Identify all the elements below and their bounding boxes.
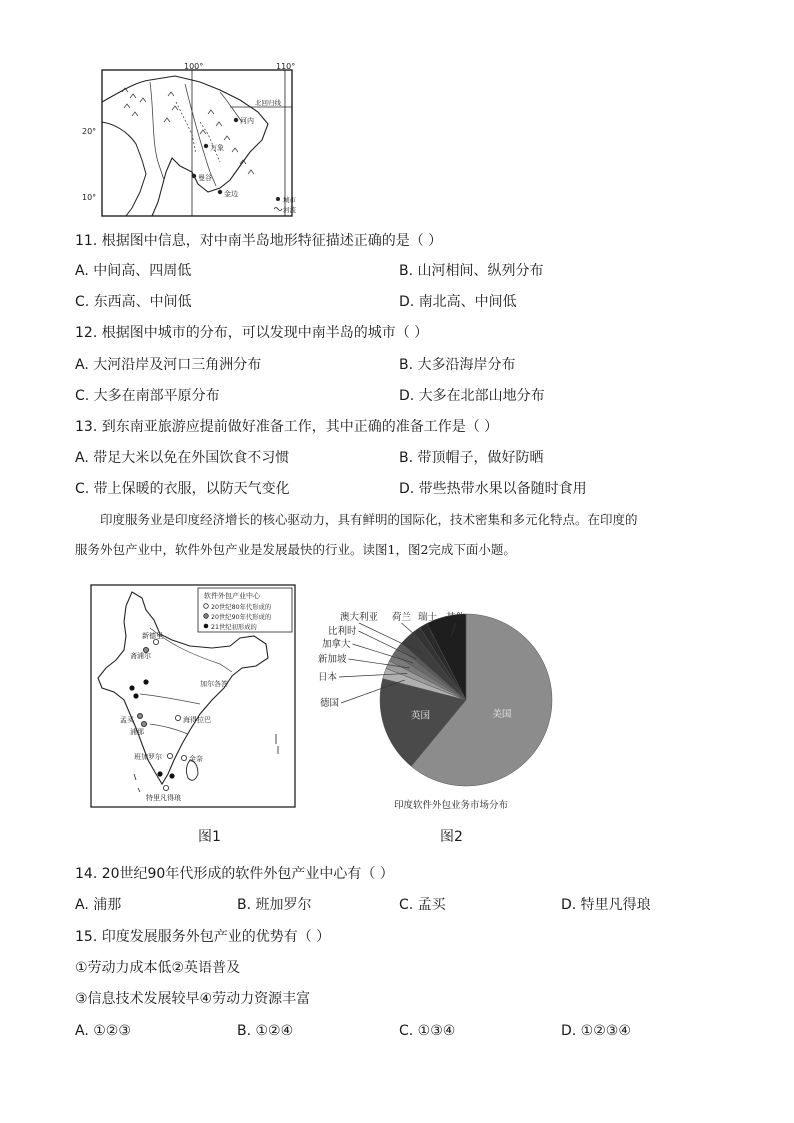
question-15-line-1: ①劳动力成本低②英语普及	[75, 960, 241, 976]
question-12-stem: 12. 根据图中城市的分布，可以发现中南半岛的城市（ ）	[75, 325, 429, 341]
question-11-option-d[interactable]: D. 南北高、中间低	[399, 294, 517, 310]
city-label-trivandrum: 特里凡得琅	[146, 794, 181, 802]
figure-1-caption: 图1	[198, 829, 221, 845]
question-11-option-a[interactable]: A. 中间高、四周低	[75, 263, 192, 279]
tropic-label: 北回归线	[255, 99, 281, 107]
question-14-option-d[interactable]: D. 特里凡得琅	[561, 897, 651, 913]
pie-label-outer-1: 德国	[320, 698, 340, 709]
india-software-map	[90, 584, 296, 810]
question-12-option-d[interactable]: D. 大多在北部山地分布	[399, 388, 545, 404]
pie-label-outer-6: 澳大利亚	[340, 612, 379, 623]
city-dot-chennai	[181, 755, 186, 760]
city-label-pune: 浦那	[130, 728, 144, 736]
city-dot-bangkok	[192, 174, 196, 178]
lon-label-110: 110°	[276, 62, 296, 71]
fig1-legend-item-21c: 21世纪初形成的	[211, 624, 257, 631]
city-dot-vientiane	[204, 144, 208, 148]
question-14-stem: 14. 20世纪90年代形成的软件外包产业中心有（ ）	[75, 866, 394, 882]
city-label-new-delhi: 新德里	[142, 632, 163, 640]
city-label-jaipur: 斋浦尔	[130, 652, 151, 660]
pie-label-outer-5: 比利时	[328, 626, 357, 637]
question-11-option-c[interactable]: C. 东西高、中间低	[75, 294, 192, 310]
city-dot-hyderabad	[175, 715, 180, 720]
question-14-option-b[interactable]: B. 班加罗尔	[237, 897, 312, 913]
city-dot-mumbai	[137, 713, 142, 718]
city-dot-phnompenh	[218, 190, 222, 194]
city-dot-hanoi	[234, 118, 238, 122]
question-15-line-2: ③信息技术发展较早④劳动力资源丰富	[75, 991, 311, 1007]
question-12-option-c[interactable]: C. 大多在南部平原分布	[75, 388, 220, 404]
pie-label-outer-7: 荷兰	[392, 612, 412, 623]
city-label-vientiane: 万象	[210, 144, 224, 152]
city-label-mumbai: 孟买	[120, 716, 134, 724]
map1-legend-river: 河流	[283, 206, 296, 214]
city-label-phnompenh: 金边	[224, 190, 238, 198]
city-label-chennai: 金奈	[189, 755, 203, 763]
fig1-legend-item-90s: 20世纪90年代形成的	[211, 614, 272, 621]
city-dot-trivandrum	[163, 785, 168, 790]
question-14-option-c[interactable]: C. 孟买	[399, 897, 446, 913]
pie-chart-title: 印度软件外包业务市场分布	[394, 800, 509, 811]
fig1-legend-title: 软件外包产业中心	[204, 592, 260, 600]
passage-line-1: 印度服务业是印度经济增长的核心驱动力，具有鲜明的国际化，技术密集和多元化特点。在印度的	[100, 512, 638, 527]
pie-label-outer-2: 日本	[318, 672, 338, 683]
market-pie-chart	[306, 600, 566, 815]
question-11-option-b[interactable]: B. 山河相间、纵列分布	[399, 263, 544, 279]
pie-label-outer-8: 瑞士	[418, 612, 438, 623]
city-label-bangkok: 曼谷	[198, 174, 212, 182]
city-label-hanoi: 河内	[240, 117, 254, 125]
question-15-option-a[interactable]: A. ①②③	[75, 1023, 131, 1039]
lon-label-100: 100°	[184, 62, 204, 71]
question-11-stem: 11. 根据图中信息，对中南半岛地形特征描述正确的是（ ）	[75, 233, 443, 249]
question-15-option-d[interactable]: D. ①②③④	[561, 1023, 631, 1039]
lat-label-10: 10°	[82, 193, 97, 202]
question-14-option-a[interactable]: A. 浦那	[75, 897, 122, 913]
pie-label-inner-2: 英国	[411, 710, 431, 722]
city-dot-bangalore	[167, 753, 172, 758]
city-dot-pune	[141, 721, 146, 726]
city-label-kolkata: 加尔各答	[200, 680, 228, 688]
question-12-option-b[interactable]: B. 大多沿海岸分布	[399, 357, 516, 373]
question-15-stem: 15. 印度发展服务外包产业的优势有（ ）	[75, 929, 331, 945]
question-15-option-c[interactable]: C. ①③④	[399, 1023, 456, 1039]
question-13-option-c[interactable]: C. 带上保暖的衣服，以防天气变化	[75, 481, 290, 497]
lat-label-20: 20°	[82, 127, 97, 136]
passage-line-2: 服务外包产业中，软件外包产业是发展最快的行业。读图1，图2完成下面小题。	[75, 542, 516, 557]
pie-label-outer-9: 其他	[446, 612, 466, 623]
question-13-stem: 13. 到东南亚旅游应提前做好准备工作，其中正确的准备工作是（ ）	[75, 419, 499, 435]
question-13-option-a[interactable]: A. 带足大米以免在外国饮食不习惯	[75, 450, 290, 466]
figure-2-caption: 图2	[440, 829, 463, 845]
pie-label-inner-1: 美国	[492, 709, 512, 721]
city-label-bangalore: 班加罗尔	[134, 753, 162, 761]
indochina-map	[80, 62, 310, 222]
question-12-option-a[interactable]: A. 大河沿岸及河口三角洲分布	[75, 357, 262, 373]
city-label-hyderabad: 海得拉巴	[183, 716, 211, 724]
fig1-legend-item-80s: 20世纪80年代形成的	[211, 604, 272, 611]
map1-legend-city: 城市	[283, 196, 296, 204]
question-13-option-b[interactable]: B. 带顶帽子，做好防晒	[399, 450, 544, 466]
pie-label-outer-3: 新加坡	[318, 654, 347, 665]
question-13-option-d[interactable]: D. 带些热带水果以备随时食用	[399, 481, 587, 497]
question-15-option-b[interactable]: B. ①②④	[237, 1023, 294, 1039]
city-dot-new-delhi	[153, 639, 158, 644]
pie-label-outer-4: 加拿大	[322, 639, 351, 650]
